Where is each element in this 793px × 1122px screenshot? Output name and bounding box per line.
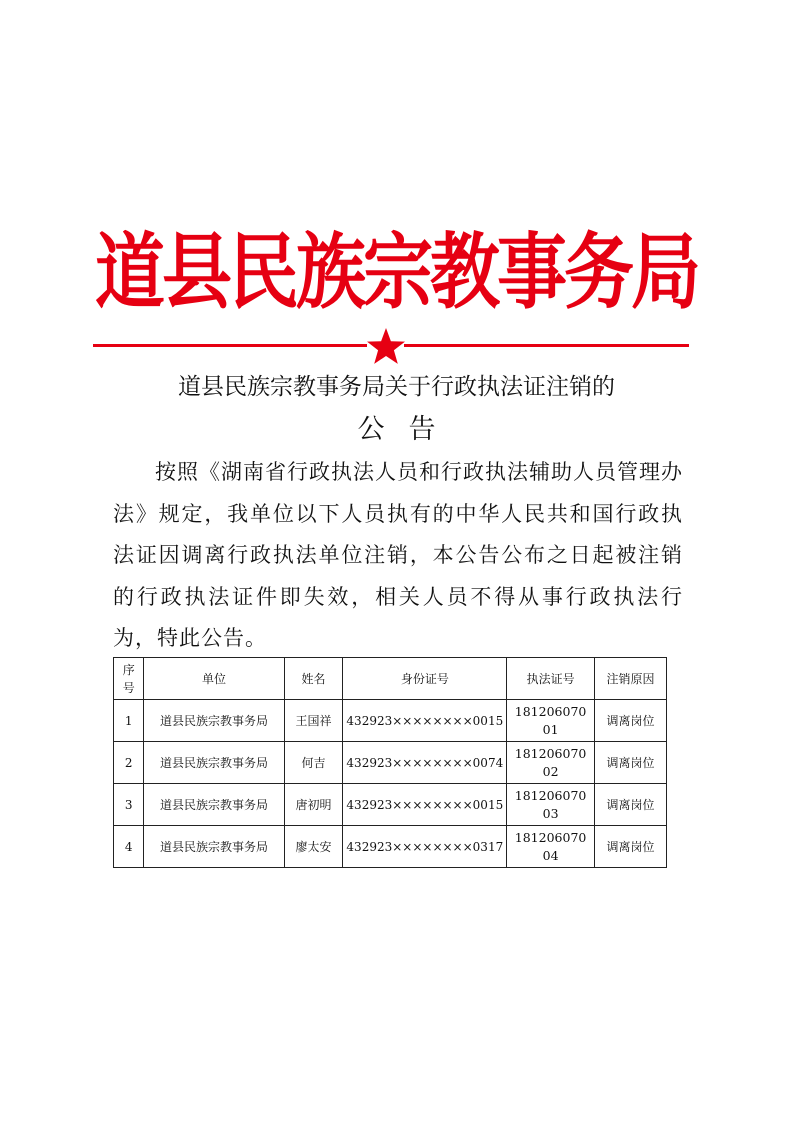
cell-id: 432923××××××××0015 [343,700,507,742]
table-header-row [114,658,667,700]
cell-name: 何吉 [284,742,343,784]
cancellation-table [113,657,667,868]
cell-cert [507,826,595,868]
cell-no: 2 [114,742,144,784]
cell-no: 3 [114,784,144,826]
table-row [114,784,667,826]
table-row [114,742,667,784]
red-star-icon [366,327,406,365]
header-unit: 单位 [144,658,284,700]
cell-cert [507,784,595,826]
cell-cert-value: 18120607004 [514,829,587,863]
table-row [114,826,667,868]
cell-id: 432923××××××××0317 [343,826,507,868]
header-divider-right [404,344,689,347]
notice-title: 道县民族宗教事务局关于行政执法证注销的 [178,374,615,400]
header-no [114,658,144,700]
cell-id: 432923××××××××0074 [343,742,507,784]
cell-cert-value: 18120607001 [514,703,587,737]
header-name: 姓名 [284,658,343,700]
cell-name: 廖太安 [284,826,343,868]
header-cert: 执法证号 [507,658,595,700]
cell-reason: 调离岗位 [594,784,666,826]
cell-unit: 道县民族宗教事务局 [144,700,284,742]
header-reason: 注销原因 [594,658,666,700]
notice-subtitle: 公告 [357,414,460,445]
cell-name: 王国祥 [284,700,343,742]
cell-reason: 调离岗位 [594,700,666,742]
cell-unit: 道县民族宗教事务局 [144,742,284,784]
org-header-title: 道县民族宗教事务局 [95,223,698,321]
cell-cert-value: 18120607003 [514,787,587,821]
table-row [114,700,667,742]
cell-unit: 道县民族宗教事务局 [144,784,284,826]
header-divider-left [93,344,367,347]
notice-body-paragraph: 按照《湖南省行政执法人员和行政执法辅助人员管理办法》规定，我单位以下人员执有的中华人民共和国行政执法证因调离行政执法单位注销，本公告公布之日起被注销的行政执法证件即失效，相关人员不得从事行政执法行为，特此公告。 [113,460,683,650]
cell-id: 432923××××××××0015 [343,784,507,826]
cell-reason: 调离岗位 [594,826,666,868]
cell-cert [507,700,595,742]
header-id: 身份证号 [343,658,507,700]
cell-cert-value: 18120607002 [514,745,587,779]
header-no-label: 序号 [122,662,135,695]
cell-no: 4 [114,826,144,868]
cell-no: 1 [114,700,144,742]
cell-unit: 道县民族宗教事务局 [144,826,284,868]
cell-name: 唐初明 [284,784,343,826]
cell-cert [507,742,595,784]
cell-reason: 调离岗位 [594,742,666,784]
